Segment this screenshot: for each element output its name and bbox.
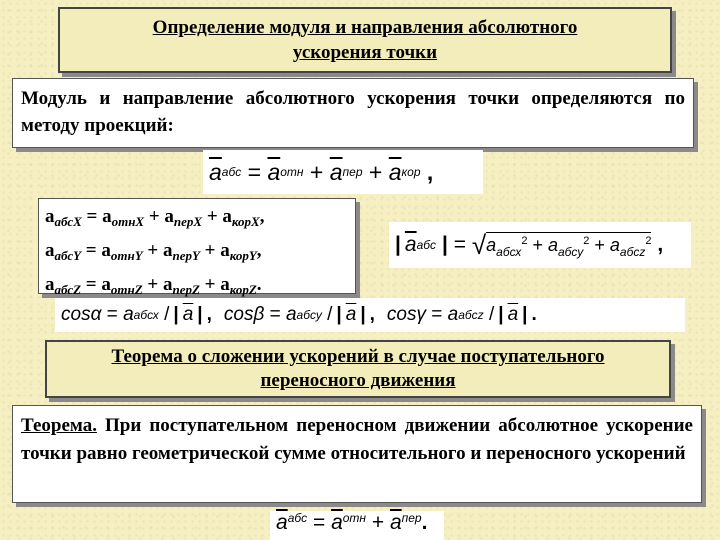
theorem-heading-line-1: Теорема о сложении ускорений в случае поступательного (111, 346, 605, 367)
vector-sum-formula: $\overline{a}$ абс = $\overline{a}$ отн + $\overline{a}$ пер + $\overline{a}$ кор , (203, 150, 483, 194)
theorem-heading (45, 340, 671, 398)
theorem-heading-line-2: переносного движения (260, 370, 456, 391)
theorem-label: Теорема. (21, 415, 97, 436)
projection-equations (38, 198, 356, 297)
intro-text: Модуль и направление абсолютного ускорения точки определяются по методу проекций: (12, 78, 694, 148)
vector-a-abs: $\overline{a}$ (209, 158, 222, 185)
projection-row-z: $a_{абсZ} = a_{отнZ} + a_{перZ} + a_{корZ}$. (45, 274, 262, 297)
sqrt-radicand: $a_{абсх}^2 + a_{абсу}^2 + a_{абсz}^2$ (486, 232, 651, 259)
slide-title (58, 7, 672, 73)
direction-cosines-formula: cosα = a абсх / | $\overline{a}$ | , cosβ = a абсу / | $\overline{a}$ | , cosγ = a абсz / | $\overline{a}$ | . (55, 298, 685, 332)
theorem-text (12, 405, 702, 503)
title-line-2: ускорения точки (292, 42, 438, 63)
projection-row-x: $a_{абсX} = a_{отнX} + a_{перX} + a_{корX}$, (45, 206, 265, 229)
theorem-body: При поступательном переносном движении абсолютное ускорение точки равно геометрической сумме относительного и переносного ускорений (21, 415, 693, 464)
modulus-formula: | $\overline{a}$ абс | = √ $a_{абсх}^2 + a_{абсу}^2 + a_{абсz}^2$ , (389, 222, 691, 268)
final-sum-formula: $\overline{a}$ $^{абс}$ = $\overline{a}$ $^{отн}$ + $\overline{a}$ $^{пер}$ . (270, 511, 444, 540)
projection-row-y: $a_{абсY} = a_{отнY} + a_{перY} + a_{корY}$, (45, 240, 262, 263)
title-line-1: Определение модуля и направления абсолютного (152, 17, 578, 38)
